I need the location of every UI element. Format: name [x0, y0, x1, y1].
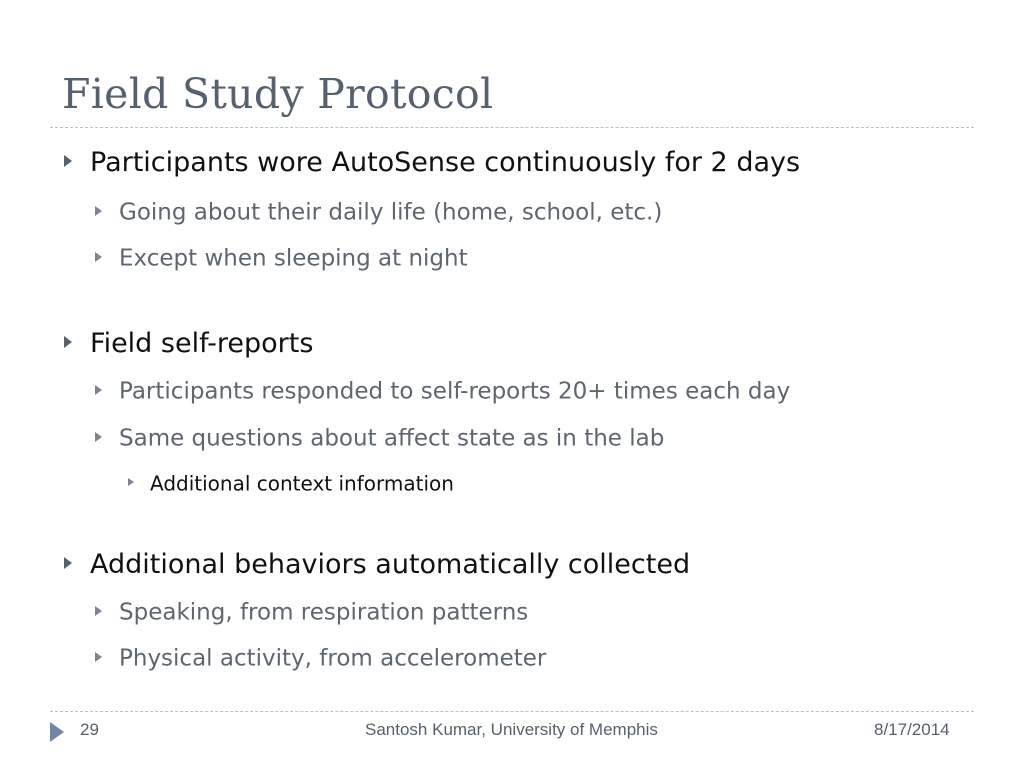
- bullet-arrow-icon: [64, 557, 72, 569]
- bullet-arrow-icon: [95, 206, 102, 216]
- bullet-text: Additional context information: [150, 471, 454, 496]
- bullet-level2: [95, 425, 664, 452]
- footer-date: 8/17/2014: [874, 720, 950, 739]
- bullet-arrow-icon: [128, 478, 134, 486]
- triangle-right-icon[interactable]: [50, 722, 64, 742]
- footer-author: Santosh Kumar, University of Memphis: [365, 720, 658, 739]
- bullet-text: Field self-reports: [90, 328, 314, 359]
- bullet-text: Physical activity, from accelerometer: [119, 645, 547, 672]
- bullet-arrow-icon: [95, 652, 102, 662]
- bullet-arrow-icon: [95, 432, 102, 442]
- bullet-level2: [95, 245, 468, 272]
- bullet-level2: [95, 599, 528, 626]
- bullet-level1: [64, 548, 690, 580]
- footer-divider: [50, 711, 974, 712]
- bullet-text: Except when sleeping at night: [119, 245, 468, 272]
- bullet-arrow-icon: [95, 385, 102, 395]
- bullet-level2: [95, 645, 546, 672]
- bullet-level2: [95, 199, 662, 226]
- bullet-text: Additional behaviors automatically collected: [90, 549, 691, 580]
- bullet-text: Participants responded to self-reports 20+ times each day: [119, 378, 791, 405]
- bullet-arrow-icon: [64, 336, 72, 348]
- bullet-level3: [128, 470, 454, 496]
- bullet-text: Speaking, from respiration patterns: [119, 599, 529, 626]
- bullet-level1: [64, 146, 800, 178]
- bullet-arrow-icon: [95, 252, 102, 262]
- page-number: 29: [80, 720, 99, 739]
- bullet-arrow-icon: [95, 606, 102, 616]
- bullet-level2: [95, 378, 790, 405]
- bullet-arrow-icon: [64, 155, 72, 167]
- slide-title: Field Study Protocol: [62, 70, 494, 118]
- title-divider: [50, 127, 974, 128]
- bullet-text: Participants wore AutoSense continuously for 2 days: [90, 147, 801, 178]
- bullet-text: Going about their daily life (home, school, etc.): [119, 199, 663, 226]
- bullet-text: Same questions about affect state as in the lab: [119, 425, 665, 452]
- bullet-level1: [64, 327, 313, 359]
